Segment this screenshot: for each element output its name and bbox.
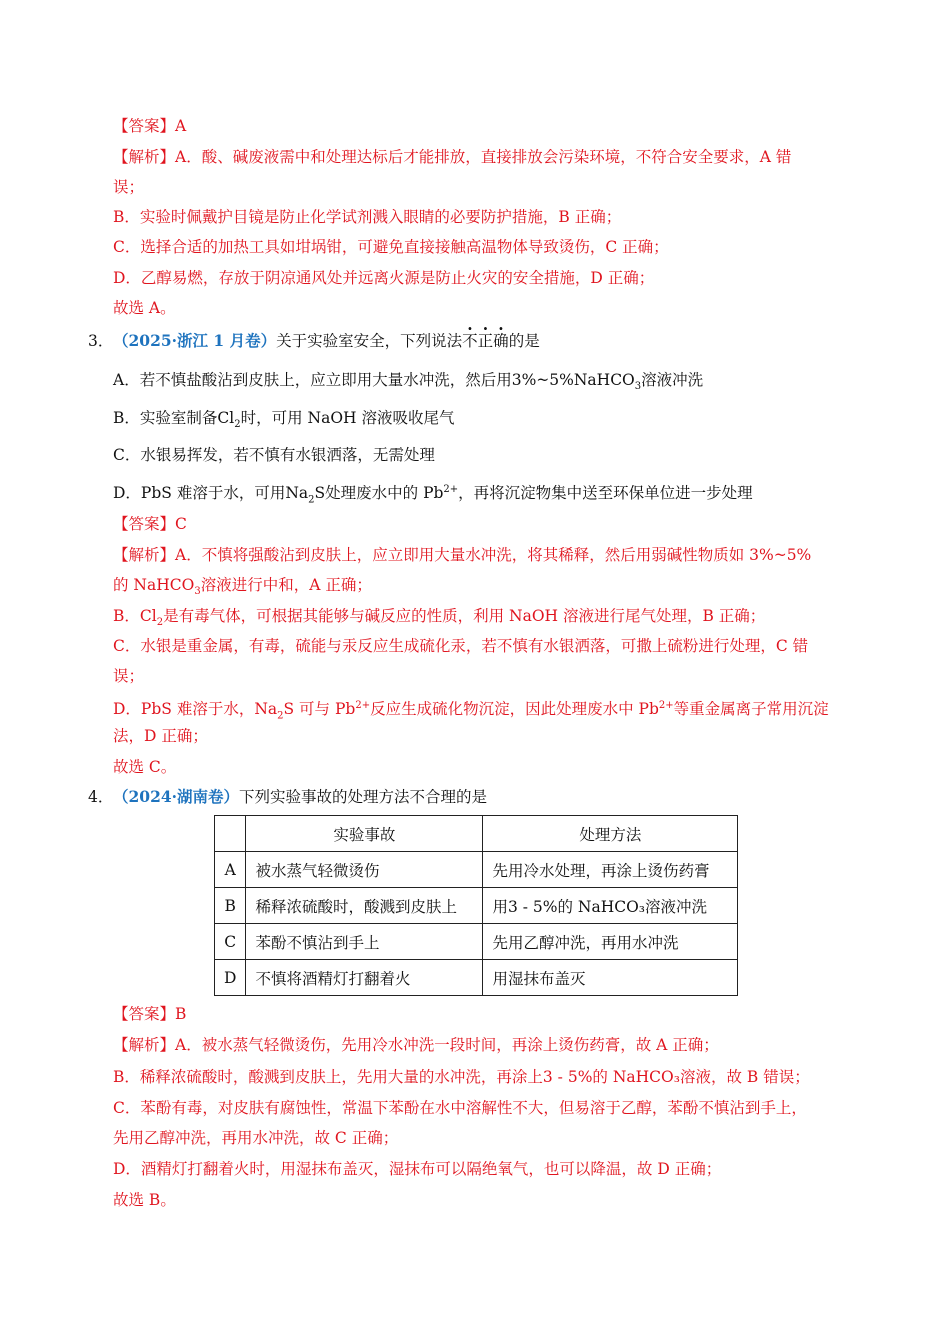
- subscript: 3: [194, 586, 201, 598]
- q4-analysis-line: 先用乙醇冲洗，再用水冲洗，故 C 正确；: [113, 1129, 399, 1147]
- q4-analysis-line: C．苯酚有毒，对皮肤有腐蚀性，常温下苯酚在水中溶解性不大，但易溶于乙醇，苯酚不慎沾到手上，: [113, 1099, 807, 1117]
- q4-analysis-line: D．酒精灯打翻着火时，用湿抹布盖灭，湿抹布可以隔绝氧气，也可以降温，故 D 正确；: [113, 1160, 722, 1178]
- q2-analysis-line: D．乙醇易燃，存放于阴凉通风处并远离火源是防止火灾的安全措施，D 正确；: [113, 269, 655, 287]
- q3-answer: 【答案】C: [113, 515, 187, 533]
- analysis-text: 是有毒气体，可根据其能够与碱反应的性质，利用 NaOH 溶液进行尾气处理，B 正确；: [163, 607, 766, 625]
- table-cell: 被水蒸气轻微烫伤: [246, 852, 483, 888]
- q4-source: （2024·湖南卷）: [113, 787, 240, 806]
- q4-stem: [113, 786, 487, 808]
- q4-analysis-line: 故选 B。: [113, 1191, 176, 1209]
- q3-source: （2025·浙江 1 月卷）: [113, 331, 277, 350]
- subscript: 2: [156, 617, 164, 629]
- q4-number: 4．: [88, 788, 114, 806]
- analysis-text: 反应生成硫化物沉淀，因此处理废水中 Pb: [370, 700, 659, 719]
- table-cell: 用3 - 5%的 NaHCO₃溶液冲洗: [483, 888, 738, 924]
- table-cell: 先用冷水处理，再涂上烫伤药膏: [483, 852, 738, 888]
- option-text: 溶液冲洗: [641, 371, 704, 389]
- subscript: 2: [234, 419, 241, 431]
- q2-analysis-line: 误；: [113, 178, 145, 196]
- table-row: [215, 924, 738, 960]
- option-text: D．PbS 难溶于水，可用: [113, 484, 286, 503]
- option-text: B．实验室制备: [113, 409, 218, 427]
- q3-emphasis-char: 正: [477, 332, 494, 350]
- q4-stem-text: 下列实验事故的处理方法不合理的是: [239, 788, 488, 806]
- q4-answer: 【答案】B: [113, 1005, 187, 1023]
- q4-table: [214, 815, 738, 996]
- q3-analysis-line: [113, 605, 765, 634]
- q2-answer: 【答案】A: [113, 117, 187, 135]
- subscript: 2: [277, 710, 284, 722]
- table-cell: 稀释浓硫酸时，酸溅到皮肤上: [246, 888, 483, 924]
- q2-analysis-line: C．选择合适的加热工具如坩埚钳，可避免直接接触高温物体导致烫伤，C 正确；: [113, 238, 669, 256]
- table-cell: B: [215, 888, 246, 924]
- analysis-text: 溶液进行中和，A 正确；: [200, 576, 372, 594]
- table-header-cell: 处理方法: [483, 816, 738, 852]
- q3-analysis-line: 故选 C。: [113, 758, 177, 776]
- q3-option-d: [113, 479, 753, 511]
- table-row: [215, 960, 738, 996]
- subscript: 3: [634, 381, 642, 393]
- q3-emphasis-char: 确: [493, 332, 509, 350]
- table-header-cell: [215, 816, 246, 852]
- table-header-cell: 实验事故: [246, 816, 483, 852]
- analysis-text: 的 NaHCO: [113, 576, 195, 594]
- option-text: ，再将沉淀物集中送至环保单位进一步处理: [458, 484, 753, 503]
- superscript: 2+: [355, 700, 371, 711]
- table-row: [215, 888, 738, 924]
- q4-analysis-line: B．稀释浓硫酸时，酸溅到皮肤上，先用大量的水冲洗，再涂上3 - 5%的 NaHCO₃溶液，故 B 错误；: [113, 1068, 810, 1086]
- superscript: 2+: [658, 700, 674, 711]
- q3-number: 3．: [88, 332, 114, 350]
- table-header-row: [215, 816, 738, 852]
- q4-analysis-line: 【解析】A．被水蒸气轻微烫伤，先用冷水冲洗一段时间，再涂上烫伤药膏，故 A 正确；: [113, 1036, 719, 1054]
- analysis-text: D．PbS 难溶于水，Na: [113, 700, 278, 719]
- table-cell: 用湿抹布盖灭: [483, 960, 738, 996]
- analysis-text: 等重金属离子常用沉淀: [673, 700, 829, 719]
- q3-emphasis-char: 不: [462, 332, 478, 350]
- option-text: 处理废水中的 Pb: [325, 484, 444, 503]
- superscript: 2+: [443, 484, 459, 495]
- q3-analysis-line: 误；: [113, 667, 145, 685]
- analysis-text: B．Cl: [113, 607, 157, 625]
- q3-option-a: [113, 369, 703, 398]
- formula: S: [314, 484, 326, 503]
- q3-analysis-line: [113, 574, 372, 603]
- table-cell: 不慎将酒精灯打翻着火: [246, 960, 483, 996]
- q3-stem: [113, 330, 540, 352]
- option-text: A．若不慎盐酸沾到皮肤上，应立即用大量水冲洗，然后用: [113, 371, 512, 389]
- table-row: [215, 852, 738, 888]
- analysis-text: S 可与 Pb: [283, 700, 356, 719]
- formula: Na: [285, 484, 309, 503]
- q3-stem-text: 关于实验室安全，下列说法: [276, 332, 463, 350]
- q3-analysis-line: [113, 695, 829, 727]
- formula: 3%~5%NaHCO: [511, 371, 635, 389]
- table-cell: C: [215, 924, 246, 960]
- q3-option-c: C．水银易挥发，若不慎有水银洒落，无需处理: [113, 446, 435, 464]
- q3-analysis-line: 【解析】A．不慎将强酸沾到皮肤上，应立即用大量水冲洗，将其稀释，然后用弱碱性物质如 3%~5%: [113, 546, 812, 564]
- option-text: 时，可用 NaOH 溶液吸收尾气: [240, 409, 455, 427]
- q2-analysis-line: 故选 A。: [113, 299, 176, 317]
- subscript: 2: [308, 494, 315, 506]
- table-cell: 苯酚不慎沾到手上: [246, 924, 483, 960]
- q2-analysis-line: 【解析】A．酸、碱废液需中和处理达标后才能排放，直接排放会污染环境，不符合安全要求，A 错: [113, 148, 792, 166]
- table-cell: A: [215, 852, 246, 888]
- q3-analysis-line: 法，D 正确；: [113, 727, 208, 745]
- q3-stem-end: 的是: [508, 332, 540, 350]
- formula: Cl: [217, 409, 235, 427]
- table-cell: 先用乙醇冲洗，再用水冲洗: [483, 924, 738, 960]
- q3-analysis-line: C．水银是重金属，有毒，硫能与汞反应生成硫化汞，若不慎有水银洒落，可撒上硫粉进行处理，C 错: [113, 637, 809, 655]
- q3-option-b: [113, 407, 455, 436]
- table-cell: D: [215, 960, 246, 996]
- q2-analysis-line: B．实验时佩戴护目镜是防止化学试剂溅入眼睛的必要防护措施，B 正确；: [113, 208, 622, 226]
